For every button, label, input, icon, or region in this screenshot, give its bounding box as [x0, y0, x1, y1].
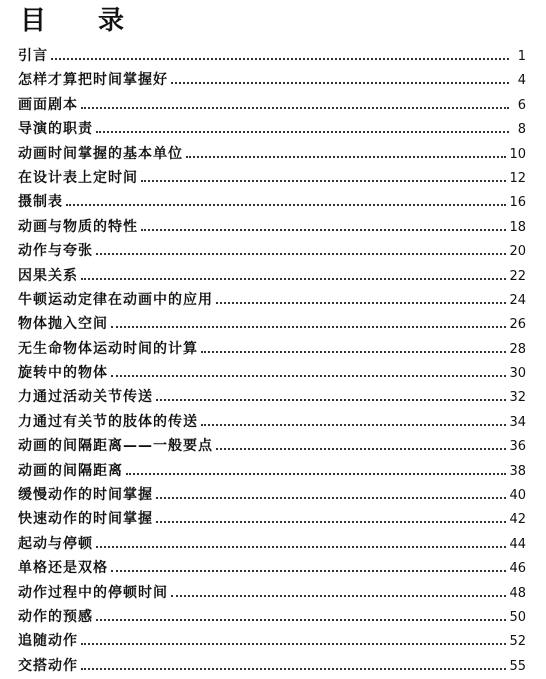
table-of-contents [18, 44, 526, 678]
dot-leader [216, 302, 506, 304]
toc-entry [18, 385, 526, 409]
dot-leader [186, 156, 506, 158]
toc-entry-title: 旋转中的物体 [18, 365, 108, 382]
toc-page-number: 30 [509, 366, 526, 382]
toc-entry-title: 力通过有关节的肢体的传送 [18, 413, 198, 430]
toc-page-number: 16 [509, 195, 526, 211]
toc-page-number: 34 [509, 414, 526, 430]
toc-entry [18, 532, 526, 556]
dot-leader [201, 351, 506, 353]
toc-entry-title: 动作过程中的停顿时间 [18, 584, 168, 601]
dot-leader [96, 253, 506, 255]
dot-leader [126, 473, 506, 475]
toc-entry-title: 交搭动作 [18, 657, 78, 674]
dot-leader [81, 107, 509, 109]
toc-entry [18, 264, 526, 288]
dot-leader [111, 570, 506, 572]
toc-entry [18, 337, 526, 361]
toc-entry [18, 654, 526, 678]
toc-page-number: 32 [509, 390, 526, 406]
dot-leader [201, 424, 506, 426]
toc-entry-title: 动画的间隔距离——一般要点 [18, 438, 213, 455]
toc-entry-title: 动画与物质的特性 [18, 218, 138, 235]
toc-page-number: 26 [509, 317, 526, 333]
toc-entry-title: 引言 [18, 48, 48, 64]
toc-entry [18, 68, 526, 92]
toc-page-number: 28 [509, 341, 526, 357]
toc-entry [18, 288, 526, 312]
dot-leader [171, 82, 509, 84]
toc-entry-title: 导演的职责 [18, 121, 93, 138]
toc-entry-title: 画面剧本 [18, 96, 78, 113]
toc-entry [18, 93, 526, 117]
toc-entry [18, 361, 526, 385]
toc-entry [18, 483, 526, 507]
toc-entry [18, 459, 526, 483]
dot-leader [111, 326, 506, 328]
toc-page-number: 24 [509, 292, 526, 308]
dot-leader [216, 448, 506, 450]
toc-entry [18, 605, 526, 629]
dot-leader [96, 619, 506, 621]
dot-leader [96, 131, 509, 133]
dot-leader [81, 643, 506, 645]
toc-entry-title: 动作与夸张 [18, 243, 93, 260]
toc-entry [18, 142, 526, 166]
dot-leader [141, 180, 506, 182]
toc-page-number: 36 [509, 439, 526, 455]
toc-page-number: 6 [517, 97, 526, 113]
toc-page-number: 1 [517, 49, 526, 64]
toc-page-number: 42 [509, 512, 526, 528]
toc-entry [18, 239, 526, 263]
toc-entry [18, 215, 526, 239]
toc-entry [18, 312, 526, 336]
dot-leader [156, 399, 506, 401]
toc-page-number: 52 [509, 634, 526, 650]
toc-entry [18, 434, 526, 458]
toc-entry [18, 44, 526, 68]
dot-leader [81, 278, 506, 280]
toc-page-number: 22 [509, 268, 526, 284]
toc-entry-title: 牛顿运动定律在动画中的应用 [18, 291, 213, 308]
toc-entry [18, 581, 526, 605]
toc-page-number: 55 [509, 658, 526, 674]
toc-entry-title: 怎样才算把时间掌握好 [18, 72, 168, 89]
toc-page-number: 8 [517, 122, 526, 138]
toc-page-number: 50 [509, 609, 526, 625]
toc-entry-title: 快速动作的时间掌握 [18, 511, 153, 528]
toc-page-number: 40 [509, 488, 526, 504]
toc-entry [18, 166, 526, 190]
dot-leader [51, 58, 509, 60]
toc-entry-title: 因果关系 [18, 267, 78, 284]
toc-page-number: 20 [509, 244, 526, 260]
toc-entry-title: 起动与停顿 [18, 535, 93, 552]
dot-leader [156, 497, 506, 499]
toc-entry-title: 摄制表 [18, 194, 63, 211]
toc-entry-title: 在设计表上定时间 [18, 169, 138, 186]
toc-entry [18, 190, 526, 214]
dot-leader [111, 375, 506, 377]
toc-page-number: 18 [509, 219, 526, 235]
toc-page-number: 44 [509, 536, 526, 552]
page-title: 目录 [20, 6, 177, 36]
toc-entry-title: 无生命物体运动时间的计算 [18, 340, 198, 357]
toc-entry-title: 动画的间隔距离 [18, 462, 123, 479]
toc-page-number: 4 [517, 73, 526, 89]
toc-entry-title: 动作的预感 [18, 608, 93, 625]
dot-leader [141, 229, 506, 231]
toc-page-number: 48 [509, 585, 526, 601]
toc-page-number: 38 [509, 463, 526, 479]
toc-page-number: 12 [509, 170, 526, 186]
toc-entry-title: 动画时间掌握的基本单位 [18, 145, 183, 162]
toc-entry [18, 507, 526, 531]
dot-leader [171, 595, 506, 597]
toc-entry-title: 单格还是双格 [18, 560, 108, 577]
dot-leader [156, 521, 506, 523]
toc-entry [18, 629, 526, 653]
toc-entry [18, 117, 526, 141]
toc-page-number: 10 [509, 146, 526, 162]
toc-entry [18, 410, 526, 434]
dot-leader [81, 668, 506, 670]
toc-entry-title: 缓慢动作的时间掌握 [18, 487, 153, 504]
toc-page-number: 46 [509, 561, 526, 577]
dot-leader [96, 546, 506, 548]
toc-entry-title: 力通过活动关节传送 [18, 389, 153, 406]
toc-entry-title: 追随动作 [18, 633, 78, 650]
toc-entry [18, 556, 526, 580]
dot-leader [66, 204, 506, 206]
toc-entry-title: 物体抛入空间 [18, 316, 108, 333]
